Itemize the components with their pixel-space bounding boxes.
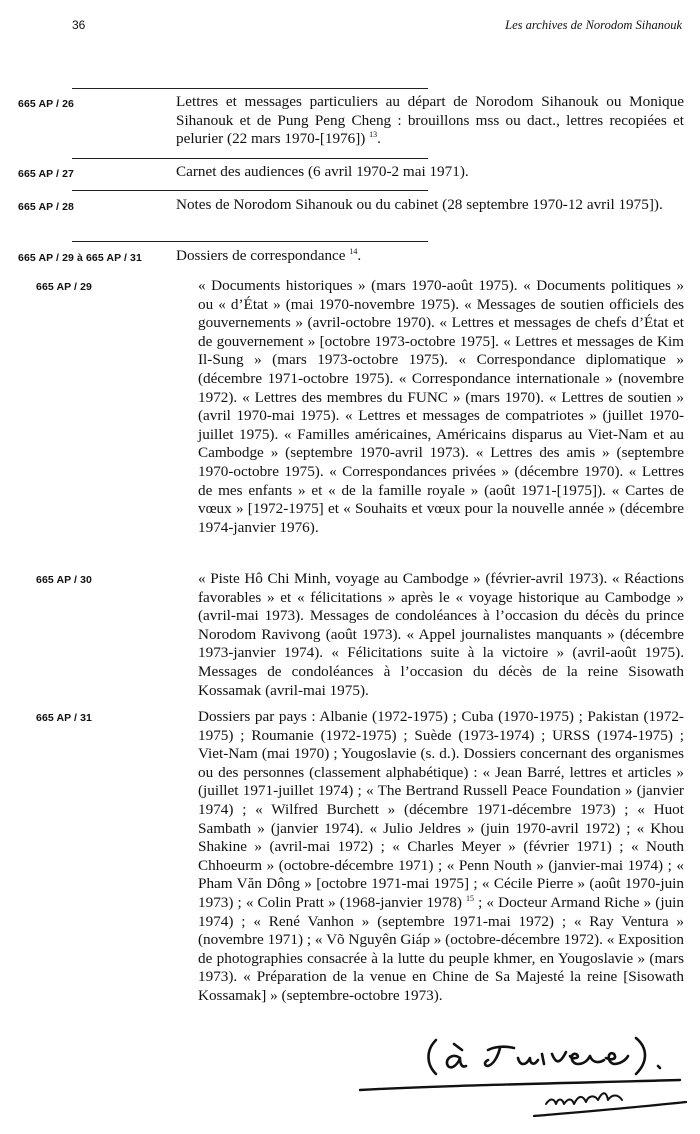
archive-entry-text: « Documents historiques » (mars 1970-août 1975). « Documents politiques » ou « d’État » (mai 1970-novembre 1975). « Messages de soutien officiels des gouvernements » (avril-octobre 1970). « Lettres et messages de chefs d’État et de gouvernement » [octobre 1973-octobre 1975]. « Lettres et messages de Kim Il-Sung » (mars 1973-octobre 1975). « Correspondance diplomatique » (décembre 1971-octobre 1975). « Correspondance internationale » (novembre 1972). « Lettres des membres du FUNC » (mars 1970). « Lettres de soutien » (avril 1970-mai 1975). « Lettres et messages de compatriotes » (juillet 1970-juillet 1975). « Familles américaines, Américains disparus au Viet-Nam et au Cambodge » (septembre 1970-avril 1973). « Lettres des amis » (septembre 1970-octobre 1975). « Correspondances privées » (décembre 1970). « Lettres de mes enfants » et « de la famille royale » (août 1971-[1975]). « Cartes de vœux » [1972-1975] et « Souhaits et vœux pour la nouvelle année » (décembre 1974-janvier 1976). xyxy=(198,277,684,536)
page-number: 36 xyxy=(72,18,86,32)
archive-entry-text: Lettres et messages particuliers au départ de Norodom Sihanouk ou Monique Sihanouk et de Pung Peng Cheng : brouillons mss ou dact., lettres recopiées et pelurier (22 mars 1970-[1976]) $^{13}$. xyxy=(176,93,684,148)
handwritten-signature xyxy=(350,1072,690,1124)
archive-entry-text: Notes de Norodom Sihanouk ou du cabinet (28 septembre 1970-12 avril 1975]). xyxy=(176,196,663,213)
archive-code: 665 AP / 31 xyxy=(36,712,92,724)
archive-entry-text: Carnet des audiences (6 avril 1970-2 mai 1971). xyxy=(176,163,469,180)
footnote-ref: 15 xyxy=(466,893,475,903)
separator-rule xyxy=(72,241,428,242)
running-title: Les archives de Norodom Sihanouk xyxy=(505,18,682,32)
handwritten-continuation-note xyxy=(422,1032,682,1076)
archive-entry-text: Dossiers de correspondance $^{14}$. xyxy=(176,246,362,264)
archive-code: 665 AP / 30 xyxy=(36,574,92,586)
archive-code: 665 AP / 28 xyxy=(18,201,74,213)
separator-rule xyxy=(72,158,428,159)
footnote-ref: 13 xyxy=(369,130,378,140)
separator-rule xyxy=(72,88,428,89)
archive-code: 665 AP / 29 xyxy=(36,281,92,293)
archive-code: 665 AP / 29 à 665 AP / 31 xyxy=(18,252,142,264)
archive-entry-text: Dossiers par pays : Albanie (1972-1975) ; Cuba (1970-1975) ; Pakistan (1972-1975) ; Roumanie (1972-1975) ; Suède (1973-1974) ; URSS (1974-1975) ; Viet-Nam (mai 1970) ; Yougoslavie (s. d.). Dossiers concernant des organismes ou des personnes (classement alphabétique) : « Jean Barré, lettres et articles » (juillet 1971-juillet 1974) ; « The Bertrand Russell Peace Foundation » (janvier 1974) ; « Wilfred Burchett » (décembre 1971-décembre 1973) ; « Huot Sambath » (janvier 1974). « Julio Jeldres » (juin 1970-avril 1972) ; « Khou Shakine » (avril-mai 1972) ; « Charles Meyer » (février 1971) ; « Nouth Chhoeurm » (octobre-décembre 1971) ; « Penn Nouth » (janvier-mai 1974) ; « Pham Văn Dông » [octobre 1971-mai 1975] ; « Cécile Pierre » (août 1970-juin 1973) ; « Colin Pratt » (1968-janvier 1978) $^{15}$ ; « Docteur Armand Riche » (juin 1974) ; « René Vanhon » (septembre 1971-mai 1972) ; « Ray Ventura » (novembre 1971) ; « Võ Nguyên Giáp » (octobre-décembre 1972). « Exposition de photographies consacrée à la lutte du peuple khmer, en Yougoslavie » (mars 1973). « Préparation de la venue en Chine de Sa Majesté la reine [Sisowath Kossamak] » (septembre-octobre 1973). xyxy=(198,708,684,1004)
archive-entry-text: « Piste Hô Chi Minh, voyage au Cambodge » (février-avril 1973). « Réactions favorables » et « félicitations » après le « voyage historique au Cambodge » (avril-mai 1973). Messages de condoléances à l’occasion du décès du prince Norodom Ravivong (août 1973). « Appel journalistes manquants » (décembre 1973-janvier 1974). « Félicitations suite à la victoire » (avril-août 1975). Messages de condoléances à l’occasion du décès de la reine Sisowath Kossamak (avril-mai 1975). xyxy=(198,570,684,699)
separator-rule xyxy=(72,190,428,191)
footnote-ref: 14 xyxy=(349,246,358,256)
archive-code: 665 AP / 26 xyxy=(18,98,74,110)
archive-code: 665 AP / 27 xyxy=(18,168,74,180)
